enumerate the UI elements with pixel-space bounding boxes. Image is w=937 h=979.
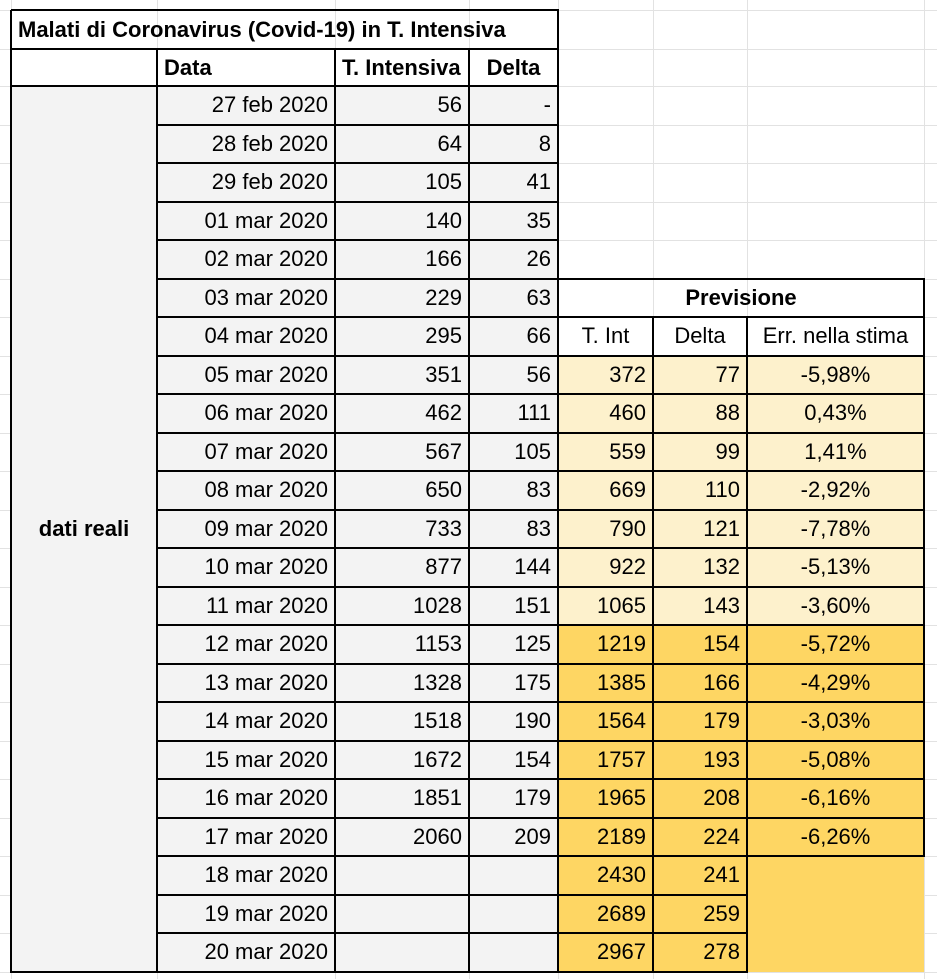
cell-prevision-t-int[interactable]: 1757	[558, 741, 653, 780]
cell-prevision-delta[interactable]: 88	[653, 394, 747, 433]
cell-prevision-delta[interactable]: 241	[653, 856, 747, 895]
cell-intensiva[interactable]	[335, 933, 469, 972]
cell-delta[interactable]: 105	[469, 433, 558, 472]
cell-delta[interactable]: 56	[469, 356, 558, 395]
cell-prevision-t-int[interactable]: 669	[558, 471, 653, 510]
cell-error[interactable]: -7,78%	[747, 510, 924, 549]
header-data[interactable]: Data	[164, 54, 212, 80]
cell-prevision-delta[interactable]: 132	[653, 548, 747, 587]
border-line	[157, 855, 559, 857]
cell-delta[interactable]: 83	[469, 510, 558, 549]
border-line	[558, 701, 925, 703]
cell-error[interactable]	[747, 856, 924, 895]
border-line	[157, 894, 559, 896]
border-line	[558, 432, 925, 434]
cell-prevision-t-int[interactable]: 2967	[558, 933, 653, 972]
cell-date[interactable]: 27 feb 2020	[157, 86, 335, 125]
cell-delta[interactable]: 8	[469, 125, 558, 164]
border-line	[11, 9, 559, 11]
cell-prevision-t-int[interactable]: 1219	[558, 625, 653, 664]
cell-error[interactable]: -5,98%	[747, 356, 924, 395]
cell-prevision-delta[interactable]: 121	[653, 510, 747, 549]
cell-date[interactable]: 05 mar 2020	[157, 356, 335, 395]
cell-intensiva[interactable]: 733	[335, 510, 469, 549]
cell-date[interactable]: 14 mar 2020	[157, 702, 335, 741]
border-line	[558, 278, 925, 280]
cell-delta[interactable]: 66	[469, 317, 558, 356]
border-line	[558, 393, 925, 395]
cell-delta[interactable]: 179	[469, 779, 558, 818]
cell-error[interactable]: -5,08%	[747, 741, 924, 780]
border-line	[11, 85, 559, 87]
header-delta[interactable]: Delta	[486, 54, 541, 80]
border-line	[157, 509, 559, 511]
cell-intensiva[interactable]: 1672	[335, 741, 469, 780]
cell-delta[interactable]: 144	[469, 548, 558, 587]
cell-intensiva[interactable]	[335, 895, 469, 934]
cell-intensiva[interactable]: 1518	[335, 702, 469, 741]
cell-intensiva[interactable]: 1851	[335, 779, 469, 818]
cell-date[interactable]: 01 mar 2020	[157, 202, 335, 241]
cell-date[interactable]: 16 mar 2020	[157, 779, 335, 818]
cell-prevision-t-int[interactable]: 922	[558, 548, 653, 587]
border-line	[334, 49, 336, 973]
border-line	[558, 316, 925, 318]
cell-intensiva[interactable]: 1328	[335, 664, 469, 703]
border-line	[10, 10, 12, 973]
cell-intensiva[interactable]: 1153	[335, 625, 469, 664]
border-line	[558, 355, 925, 357]
cell-prevision-delta[interactable]: 166	[653, 664, 747, 703]
cell-date[interactable]: 09 mar 2020	[157, 510, 335, 549]
cell-error[interactable]: -3,03%	[747, 702, 924, 741]
cell-error[interactable]: -5,13%	[747, 548, 924, 587]
cell-date[interactable]: 19 mar 2020	[157, 895, 335, 934]
cell-date[interactable]: 02 mar 2020	[157, 240, 335, 279]
border-line	[558, 624, 925, 626]
cell-date[interactable]: 28 feb 2020	[157, 125, 335, 164]
border-line	[157, 278, 559, 280]
border-line	[558, 778, 925, 780]
cell-prevision-delta[interactable]: 278	[653, 933, 747, 972]
border-line	[157, 393, 559, 395]
cell-prevision-delta[interactable]: 77	[653, 356, 747, 395]
cell-prevision-delta[interactable]: 224	[653, 818, 747, 857]
cell-error[interactable]: -3,60%	[747, 587, 924, 626]
cell-delta[interactable]: 209	[469, 818, 558, 857]
cell-error[interactable]	[747, 933, 924, 972]
border-line	[746, 317, 748, 973]
cell-date[interactable]: 20 mar 2020	[157, 933, 335, 972]
cell-date[interactable]: 12 mar 2020	[157, 625, 335, 664]
border-line	[157, 547, 559, 549]
cell-intensiva[interactable]: 877	[335, 548, 469, 587]
border-line	[468, 49, 470, 973]
cell-intensiva[interactable]: 567	[335, 433, 469, 472]
cell-intensiva[interactable]: 650	[335, 471, 469, 510]
border-line	[157, 663, 559, 665]
prevision-header-error[interactable]: Err. nella stima	[762, 323, 909, 349]
cell-date[interactable]: 04 mar 2020	[157, 317, 335, 356]
border-line	[157, 470, 559, 472]
cell-prevision-t-int[interactable]: 2430	[558, 856, 653, 895]
border-line	[157, 701, 559, 703]
border-line	[157, 124, 559, 126]
cell-error[interactable]: -6,26%	[747, 818, 924, 857]
cell-date[interactable]: 18 mar 2020	[157, 856, 335, 895]
cell-intensiva[interactable]: 64	[335, 125, 469, 164]
cell-error[interactable]: -4,29%	[747, 664, 924, 703]
cell-error[interactable]: 0,43%	[747, 394, 924, 433]
cell-intensiva[interactable]: 140	[335, 202, 469, 241]
cell-delta[interactable]: -	[469, 86, 558, 125]
border-line	[157, 817, 559, 819]
cell-date[interactable]: 07 mar 2020	[157, 433, 335, 472]
cell-date[interactable]: 17 mar 2020	[157, 818, 335, 857]
cell-date[interactable]: 10 mar 2020	[157, 548, 335, 587]
border-line	[157, 162, 559, 164]
cell-date[interactable]: 08 mar 2020	[157, 471, 335, 510]
cell-delta[interactable]	[469, 895, 558, 934]
border-line	[558, 817, 925, 819]
prevision-header-delta[interactable]: Delta	[674, 323, 726, 349]
cell-delta[interactable]: 83	[469, 471, 558, 510]
cell-date[interactable]: 11 mar 2020	[157, 587, 335, 626]
border-line	[157, 239, 559, 241]
cell-delta[interactable]	[469, 856, 558, 895]
border-line	[11, 971, 158, 973]
cell-date[interactable]: 13 mar 2020	[157, 664, 335, 703]
cell-prevision-t-int[interactable]: 2689	[558, 895, 653, 934]
cell-delta[interactable]: 151	[469, 587, 558, 626]
cell-delta[interactable]: 63	[469, 279, 558, 318]
sheet-title[interactable]: Malati di Coronavirus (Covid-19) in T. Intensiva	[18, 16, 506, 42]
cell-intensiva[interactable]: 295	[335, 317, 469, 356]
cell-intensiva[interactable]: 462	[335, 394, 469, 433]
border-line	[157, 355, 559, 357]
cell-delta[interactable]: 125	[469, 625, 558, 664]
cell-intensiva[interactable]: 351	[335, 356, 469, 395]
cell-delta[interactable]: 175	[469, 664, 558, 703]
cell-prevision-delta[interactable]: 179	[653, 702, 747, 741]
cell-error[interactable]: -2,92%	[747, 471, 924, 510]
cell-intensiva[interactable]: 166	[335, 240, 469, 279]
cell-prevision-t-int[interactable]: 559	[558, 433, 653, 472]
cell-delta[interactable]	[469, 933, 558, 972]
cell-prevision-t-int[interactable]: 1385	[558, 664, 653, 703]
cell-delta[interactable]: 35	[469, 202, 558, 241]
border-line	[652, 317, 654, 973]
prevision-header-t-int[interactable]: T. Int	[581, 323, 630, 349]
cell-intensiva[interactable]: 2060	[335, 818, 469, 857]
cell-error[interactable]: 1,41%	[747, 433, 924, 472]
border-line	[558, 547, 925, 549]
border-line	[157, 201, 559, 203]
header-intensiva[interactable]: T. Intensiva	[342, 54, 461, 80]
cell-prevision-delta[interactable]: 154	[653, 625, 747, 664]
cell-intensiva[interactable]: 105	[335, 163, 469, 202]
cell-prevision-t-int[interactable]: 372	[558, 356, 653, 395]
cell-prevision-t-int[interactable]: 2189	[558, 818, 653, 857]
cell-delta[interactable]: 26	[469, 240, 558, 279]
cell-error[interactable]: -6,16%	[747, 779, 924, 818]
cell-prevision-t-int[interactable]: 460	[558, 394, 653, 433]
cell-prevision-delta[interactable]: 193	[653, 741, 747, 780]
cell-prevision-delta[interactable]: 99	[653, 433, 747, 472]
border-line	[558, 855, 925, 857]
cell-delta[interactable]: 111	[469, 394, 558, 433]
cell-date[interactable]: 06 mar 2020	[157, 394, 335, 433]
cell-delta[interactable]: 190	[469, 702, 558, 741]
cell-prevision-t-int[interactable]: 1065	[558, 587, 653, 626]
border-line	[157, 586, 559, 588]
cell-date[interactable]: 15 mar 2020	[157, 741, 335, 780]
border-line	[157, 971, 559, 973]
cell-delta[interactable]: 41	[469, 163, 558, 202]
border-line	[557, 10, 559, 973]
cell-intensiva[interactable]	[335, 856, 469, 895]
prevision-title[interactable]: Previsione	[685, 284, 797, 310]
border-line	[558, 740, 925, 742]
border-line	[157, 316, 559, 318]
cell-prevision-t-int[interactable]: 1965	[558, 779, 653, 818]
cell-delta[interactable]: 154	[469, 741, 558, 780]
border-line	[156, 49, 158, 973]
cell-intensiva[interactable]: 1028	[335, 587, 469, 626]
border-line	[558, 663, 925, 665]
cell-error[interactable]: -5,72%	[747, 625, 924, 664]
cell-date[interactable]: 29 feb 2020	[157, 163, 335, 202]
border-line	[923, 279, 925, 858]
border-line	[558, 509, 925, 511]
cell-prevision-delta[interactable]: 143	[653, 587, 747, 626]
border-line	[157, 740, 559, 742]
border-line	[11, 48, 559, 50]
cell-prevision-t-int[interactable]: 790	[558, 510, 653, 549]
border-line	[157, 624, 559, 626]
cell-prevision-delta[interactable]: 259	[653, 895, 747, 934]
cell-intensiva[interactable]: 229	[335, 279, 469, 318]
cell-prevision-delta[interactable]: 110	[653, 471, 747, 510]
cell-intensiva[interactable]: 56	[335, 86, 469, 125]
border-line	[157, 432, 559, 434]
border-line	[157, 778, 559, 780]
border-line	[558, 586, 925, 588]
cell-prevision-t-int[interactable]: 1564	[558, 702, 653, 741]
cell-error[interactable]	[747, 895, 924, 934]
side-label-dati-reali[interactable]: dati reali	[11, 86, 157, 972]
cell-prevision-delta[interactable]: 208	[653, 779, 747, 818]
border-line	[558, 470, 925, 472]
cell-date[interactable]: 03 mar 2020	[157, 279, 335, 318]
border-line	[157, 932, 559, 934]
